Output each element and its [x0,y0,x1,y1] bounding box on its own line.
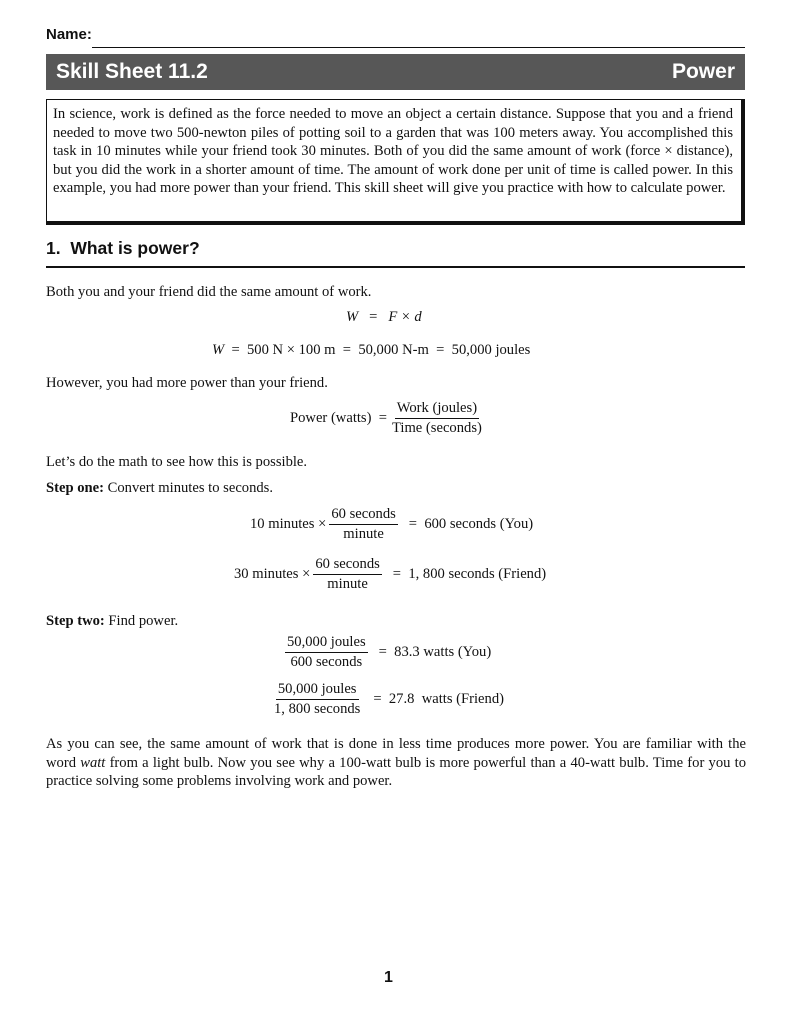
equation-work-definition [346,309,422,326]
conv1-numerator: 60 seconds [329,506,397,525]
pow2-fraction [272,681,362,718]
conv2-fraction [313,556,381,593]
section-rule [46,266,745,268]
step-one-text: Convert minutes to seconds. [103,480,274,496]
eq3-fraction [390,400,484,437]
equation-power-friend [269,681,504,718]
sheet-topic: Power [671,60,735,83]
pow1-numerator: 50,000 joules [285,634,368,653]
paragraph-conclusion [46,735,746,791]
equation-convert-you [250,506,533,543]
equation-convert-friend [234,556,546,593]
eq1-lhs: W [346,309,359,325]
conv2-numerator: 60 seconds [313,556,381,575]
step-two-line [46,612,746,631]
conv2-denominator: minute [327,576,368,592]
pow2-denominator: 1, 800 seconds [274,701,361,717]
step-two-label: Step two: [46,613,105,629]
paragraph-same-work: Both you and your friend did the same amount of work. [46,284,372,300]
section-heading: 1. What is power? [46,238,200,258]
paragraph-more-power: However, you had more power than your friend. [46,375,328,391]
eq3-numerator: Work (joules) [395,400,479,419]
conv2-lhs: 30 minutes × [234,566,311,582]
equation-work-value [212,342,530,359]
name-blank-line [92,47,745,48]
conv1-rhs: = 600 seconds (You) [408,516,534,532]
step-two-text: Find power. [104,613,179,629]
equation-power-you [282,634,491,671]
eq3-denominator: Time (seconds) [392,420,482,436]
name-label: Name: [46,26,92,43]
eq2-rhs: = 500 N × 100 m = 50,000 N-m = 50,000 joules [231,342,531,358]
intro-box [46,99,745,225]
conv1-lhs: 10 minutes × [250,516,327,532]
eq1-rhs: F × d [388,309,422,325]
eq1-equals: = [369,309,378,325]
eq3-lhs: Power (watts) = [290,410,387,426]
intro-text: In science, work is defined as the force needed to move an object a certain distance. Suppose that you and a friend needed to move two 500-newton piles of potting soil to a garden that was 100 meters away. You accomplished this task in 10 minutes while your friend took 30 minutes. Both of you did the same amount of work (force × distance), but you did the work in a shorter amount of time. The amount of work done per unit of time is called power. In this example, you had more power than your friend. This skill sheet will give you practice with how to calculate power. [53,106,733,197]
eq2-lhs: W [212,342,225,358]
title-bar [46,54,745,90]
sheet-title: Skill Sheet 11.2 [56,60,208,83]
paragraph-do-math: Let’s do the math to see how this is possible. [46,454,308,470]
pow1-rhs: = 83.3 watts (You) [378,644,492,660]
equation-power-definition [290,400,487,437]
conclusion-part-a: As you can see, the same amount of work that is done in less time produces more power. You are familiar with the word [46,736,746,771]
step-one-label: Step one: [46,480,104,496]
conclusion-part-b: from a light bulb. Now you see why a 100-watt bulb is more powerful than a 40-watt bulb. Time for you to practice solving some problems involving work and power. [46,754,746,790]
step-one-line [46,479,746,498]
pow2-numerator: 50,000 joules [276,681,359,700]
page-number: 1 [384,969,393,986]
pow2-rhs: = 27.8 watts (Friend) [373,691,504,707]
pow1-denominator: 600 seconds [290,654,363,670]
conv1-denominator: minute [343,526,384,542]
conv1-fraction [329,506,397,543]
pow1-fraction [285,634,368,671]
conclusion-emphasis: watt [80,754,106,771]
conv2-rhs: = 1, 800 seconds (Friend) [392,566,547,582]
name-row [46,24,745,48]
